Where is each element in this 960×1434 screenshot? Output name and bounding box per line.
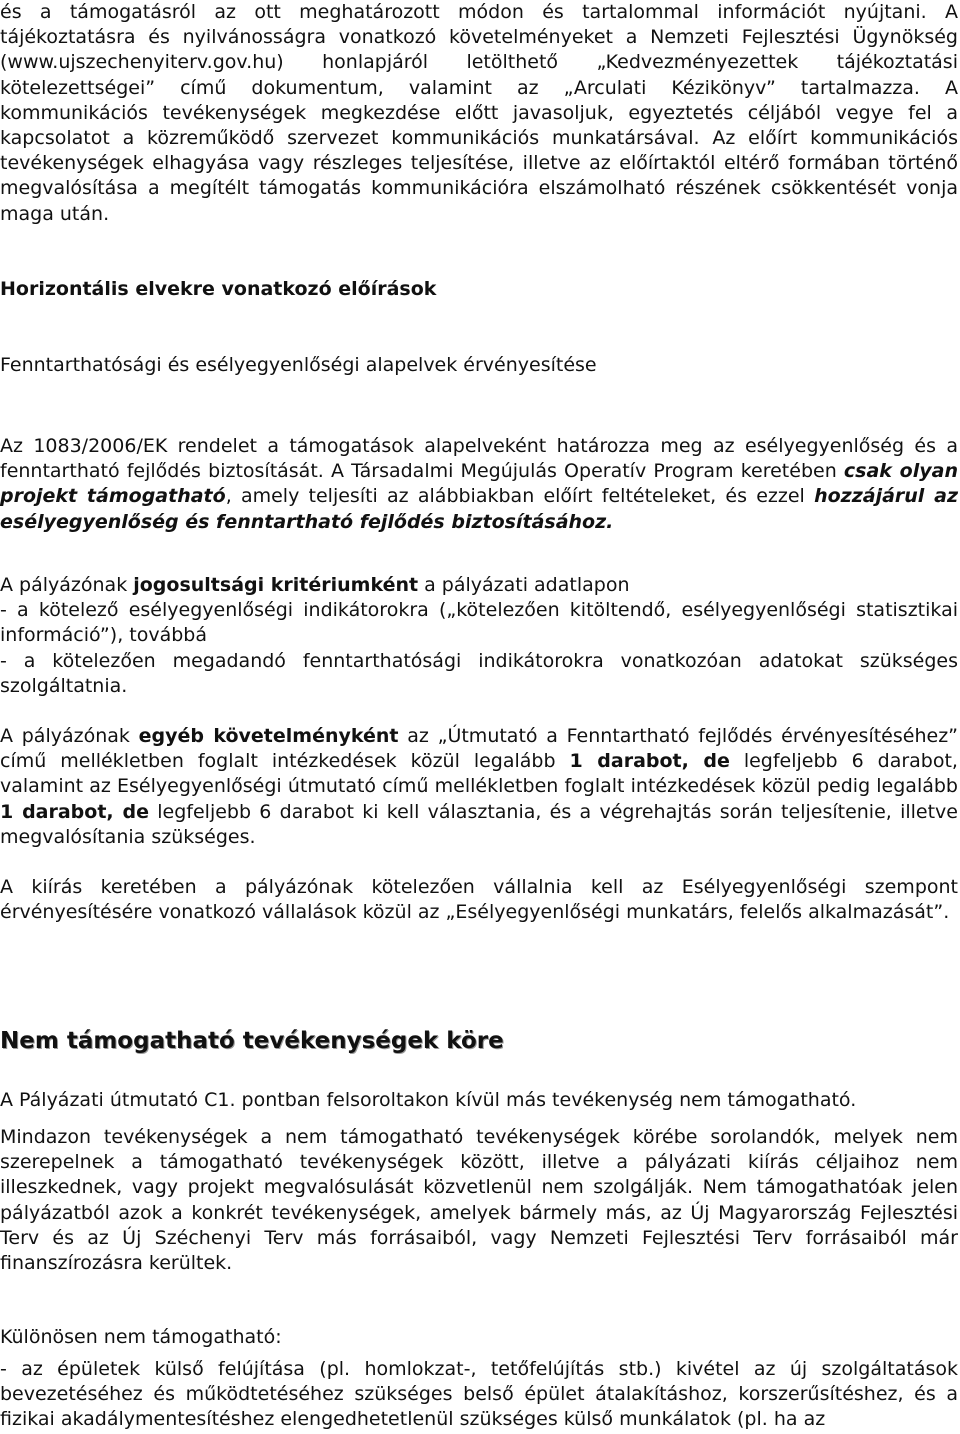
emphasis-text: hozzájárul az esélyegyenlőség és fenntartható fejlődés biztosításához. xyxy=(0,485,958,533)
paragraph-regulation xyxy=(0,434,958,535)
list-item: - a kötelező esélyegyenlőségi indikátorokra („kötelezően kitöltendő, esélyegyenlőségi statisztikai információ”), továbbá xyxy=(0,599,958,647)
paragraph-especially-not: Különösen nem támogatható: xyxy=(0,1326,282,1348)
bold-text: jogosultsági kritériumként xyxy=(133,574,419,596)
paragraph-equal-opportunity: A kiírás keretében a pályázónak kötelezően vállalnia kell az Esélyegyenlőségi szempont érvényesítésére vonatkozó vállalások közül az „Esélyegyenlőségi munkatárs, felelős alkalmazását”. xyxy=(0,876,958,924)
emphasis-text: csak olyan projekt támogatható xyxy=(0,460,958,508)
intro-paragraph: és a támogatásról az ott meghatározott módon és tartalommal információt nyújtani. A tájékoztatásra és nyilvánosságra vonatkozó követelményeket a Nemzeti Fejlesztési Ügynökség (www.ujszechenyiterv.gov.hu) honlapjáról letölthető „Kedvezményezettek tájékoztatási kötelezettségei” című dokumentum, valamint az „Arculati Kézikönyv” tartalmazza. A kommunikációs tevékenységek megkezdése előtt javasoljuk, egyeztetés céljából vegye fel a kapcsolatot a közreműködő szervezet kommunikációs munkatársával. Az előírt kommunikációs tevékenységek elhagyása vagy részleges teljesítése, illetve az előírtaktól eltérő formában történő megvalósítása a megítélt támogatás kommunikációra elszámolható részének csökkentését vonja maga után. xyxy=(0,1,958,225)
bold-text: 1 darabot, de xyxy=(0,800,149,823)
paragraph-text: a pályázati adatlapon xyxy=(418,574,630,596)
eligibility-intro xyxy=(0,573,958,598)
paragraph-text: A pályázónak xyxy=(0,574,134,596)
bold-text: egyéb követelményként xyxy=(138,725,399,747)
paragraph-text: legfeljebb 6 darabot, valamint az Esélyegyenlőségi útmutató című mellékletben foglalt intézkedések közül pedig legalább xyxy=(0,750,958,798)
list-item-external-renovation: - az épületek külső felújítása (pl. homlokzat-, tetőfelújítás stb.) kivétel az új szolgáltatások bevezetéséhez és működtetéséhez szükséges belső épület átalakításhoz, korszerűsítéshez, és a fizikai akadálymentesítéshez elengedhetetlenül szükséges külső munkálatok (pl. ha az xyxy=(0,1358,958,1431)
section-subheading: Fenntarthatósági és esélyegyenlőségi alapelvek érvényesítése xyxy=(0,354,597,376)
paragraph-not-supported-intro: A Pályázati útmutató C1. pontban felsoroltakon kívül más tevékenység nem támogatható. xyxy=(0,1089,857,1111)
paragraph-requirements xyxy=(0,724,958,850)
paragraph-eligibility xyxy=(0,573,958,699)
paragraph-text: , amely teljesíti az alábbiakban előírt feltételeket, és ezzel xyxy=(225,485,815,508)
paragraph-text: A pályázónak xyxy=(0,725,139,747)
paragraph-not-supported-activities: Mindazon tevékenységek a nem támogatható tevékenységek körébe sorolandók, melyek nem szerepelnek a támogatható tevékenységek között, illetve a pályázati kiírás céljaihoz nem illeszkednek, vagy projekt megvalósulását közvetlenül nem szolgálják. Nem támogathatóak jelen pályázatból azok a konkrét tevékenységek, amelyek bármely más, az Új Magyarország Fejlesztési Terv és az Új Széchenyi Terv más forrásaiból, vagy Nemzeti Fejlesztési Terv forrásaiból már finanszírozásra kerültek. xyxy=(0,1126,958,1275)
bold-text: 1 darabot, de xyxy=(569,750,730,773)
paragraph-text: Az 1083/2006/EK rendelet a támogatások alapelveként határozza meg az esélyegyenlőség és a fenntartható fejlődés biztosítását. A Társadalmi Megújulás Operatív Program keretében xyxy=(0,435,958,483)
section-heading-horizontal: Horizontális elvekre vonatkozó előírások xyxy=(0,278,437,300)
paragraph-text: az „Útmutató a Fenntartható fejlődés érvényesítéséhez” című mellékletben foglalt intézkedések közül legalább xyxy=(0,725,959,773)
paragraph-text: legfeljebb 6 darabot ki kell választania, és a végrehajtás során teljesítenie, illetve megvalósítania szükséges. xyxy=(0,800,958,848)
list-item: - a kötelezően megadandó fenntarthatósági indikátorokra vonatkozóan adatokat szükséges szolgáltatnia. xyxy=(0,649,958,697)
section-heading-not-supported: Nem támogatható tevékenységek köre xyxy=(0,1028,504,1054)
